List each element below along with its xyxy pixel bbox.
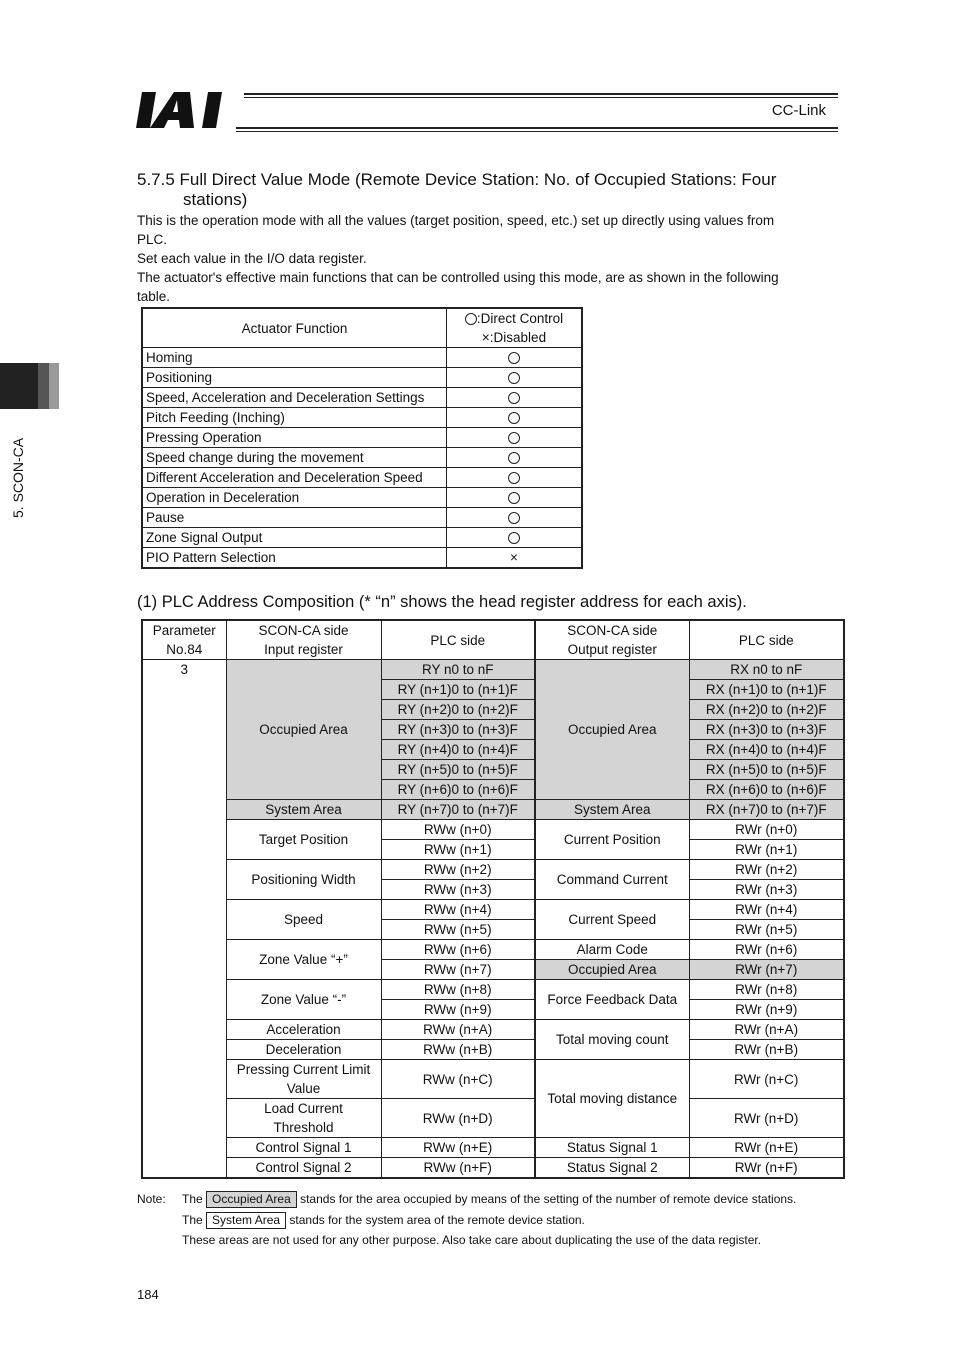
note-prefix: Note: — [137, 1192, 166, 1206]
rww-cell: RWw (n+5) — [381, 920, 535, 940]
table-row — [142, 1020, 844, 1040]
ry-cell: RY (n+2)0 to (n+2)F — [381, 700, 535, 720]
chapter-label: 5. SCON-CA — [10, 437, 26, 518]
header-rule — [244, 93, 838, 95]
occupied-area-legend: Occupied Area — [206, 1191, 297, 1208]
rww-cell: RWw (n+D) — [381, 1099, 535, 1138]
function-name: Pitch Feeding (Inching) — [142, 408, 447, 428]
function-status — [447, 508, 583, 528]
ry-cell: RY (n+7)0 to (n+7)F — [381, 800, 535, 820]
circle-icon — [508, 532, 520, 544]
function-name: Zone Signal Output — [142, 528, 447, 548]
rww-cell: RWw (n+6) — [381, 940, 535, 960]
function-name: PIO Pattern Selection — [142, 548, 447, 569]
force-feedback-cell: Force Feedback Data — [535, 980, 689, 1020]
table-row — [142, 1158, 844, 1179]
rww-cell: RWw (n+A) — [381, 1020, 535, 1040]
header-rule — [236, 127, 838, 129]
rwr-cell: RWr (n+1) — [689, 840, 844, 860]
rww-cell: RWw (n+7) — [381, 960, 535, 980]
function-status — [447, 428, 583, 448]
rwr-cell: RWr (n+A) — [689, 1020, 844, 1040]
ry-cell: RY (n+1)0 to (n+1)F — [381, 680, 535, 700]
function-status — [447, 488, 583, 508]
function-name: Pause — [142, 508, 447, 528]
table-row — [142, 468, 582, 488]
circle-icon — [508, 372, 520, 384]
table-row — [142, 800, 844, 820]
table-row — [142, 428, 582, 448]
speed-cell: Speed — [226, 900, 381, 940]
rwr-cell: RWr (n+6) — [689, 940, 844, 960]
chapter-tab-stripe — [38, 363, 49, 409]
table-row — [142, 348, 582, 368]
section-title: 5.7.5 Full Direct Value Mode (Remote Device Station: No. of Occupied Stations: Four stations) — [137, 170, 777, 209]
rww-cell: RWw (n+1) — [381, 840, 535, 860]
rwr-cell: RWr (n+B) — [689, 1040, 844, 1060]
function-name: Different Acceleration and Deceleration Speed — [142, 468, 447, 488]
command-current-cell: Command Current — [535, 860, 689, 900]
table-row — [142, 488, 582, 508]
current-position-cell: Current Position — [535, 820, 689, 860]
intro-paragraph: Set each value in the I/O data register. — [137, 251, 367, 266]
circle-icon — [465, 313, 477, 325]
function-status: × — [447, 548, 583, 569]
table-row — [142, 1060, 844, 1099]
note-line: The Occupied Area stands for the area occupied by means of the setting of the number of remote device stations. — [182, 1192, 797, 1207]
rx-cell: RX (n+2)0 to (n+2)F — [689, 700, 844, 720]
rwr-cell: RWr (n+4) — [689, 900, 844, 920]
header-rule — [236, 131, 838, 132]
header-plc-side: PLC side — [381, 620, 535, 660]
page-number: 184 — [137, 1287, 159, 1302]
header-section-label: CC-Link — [771, 102, 826, 119]
header-parameter: Parameter No.84 — [142, 620, 226, 660]
rwr-cell: RWr (n+9) — [689, 1000, 844, 1020]
table-row — [142, 820, 844, 840]
function-name: Speed, Acceleration and Deceleration Settings — [142, 388, 447, 408]
table-row — [142, 448, 582, 468]
system-area-legend: System Area — [206, 1212, 286, 1229]
rx-cell: RX (n+6)0 to (n+6)F — [689, 780, 844, 800]
table-row — [142, 860, 844, 880]
rwr-cell: RWr (n+C) — [689, 1060, 844, 1099]
rwr-cell: RWr (n+2) — [689, 860, 844, 880]
function-name: Speed change during the movement — [142, 448, 447, 468]
circle-icon — [508, 472, 520, 484]
rww-cell: RWw (n+E) — [381, 1138, 535, 1158]
status-signal-1-cell: Status Signal 1 — [535, 1138, 689, 1158]
ry-cell: RY (n+6)0 to (n+6)F — [381, 780, 535, 800]
zone-plus-cell: Zone Value “+” — [226, 940, 381, 980]
function-status — [447, 468, 583, 488]
acceleration-cell: Acceleration — [226, 1020, 381, 1040]
plc-heading: (1) PLC Address Composition (* “n” shows the head register address for each axis). — [137, 593, 747, 611]
header-plc-side: PLC side — [689, 620, 844, 660]
table-row — [142, 940, 844, 960]
rwr-cell: RWr (n+5) — [689, 920, 844, 940]
iai-logo — [136, 92, 240, 132]
rx-cell: RX (n+7)0 to (n+7)F — [689, 800, 844, 820]
target-position-cell: Target Position — [226, 820, 381, 860]
rx-cell: RX (n+4)0 to (n+4)F — [689, 740, 844, 760]
intro-paragraph: The actuator's effective main functions that can be controlled using this mode, are as shown in the following table. — [137, 270, 779, 304]
chapter-tab — [0, 363, 38, 409]
positioning-width-cell: Positioning Width — [226, 860, 381, 900]
circle-icon — [508, 412, 520, 424]
table-header-row — [142, 620, 844, 660]
rx-cell: RX (n+3)0 to (n+3)F — [689, 720, 844, 740]
rww-cell: RWw (n+C) — [381, 1060, 535, 1099]
rww-cell: RWw (n+F) — [381, 1158, 535, 1179]
current-speed-cell: Current Speed — [535, 900, 689, 940]
note-line: These areas are not used for any other purpose. Also take care about duplicating the use of the data register. — [182, 1233, 762, 1247]
plc-address-table — [141, 619, 845, 1179]
circle-icon — [508, 492, 520, 504]
rwr-cell: RWr (n+E) — [689, 1138, 844, 1158]
table-row — [142, 1138, 844, 1158]
rwr-cell: RWr (n+D) — [689, 1099, 844, 1138]
table-row — [142, 548, 582, 569]
ry-cell: RY (n+3)0 to (n+3)F — [381, 720, 535, 740]
circle-icon — [508, 352, 520, 364]
rww-cell: RWw (n+3) — [381, 880, 535, 900]
function-status — [447, 408, 583, 428]
occupied-area-cell: Occupied Area — [535, 960, 689, 980]
rww-cell: RWw (n+9) — [381, 1000, 535, 1020]
system-area-cell: System Area — [226, 800, 381, 820]
rx-cell: RX n0 to nF — [689, 660, 844, 680]
table-row — [142, 508, 582, 528]
ry-cell: RY (n+5)0 to (n+5)F — [381, 760, 535, 780]
rwr-cell: RWr (n+7) — [689, 960, 844, 980]
table-row — [142, 388, 582, 408]
pressing-current-cell: Pressing Current Limit Value — [226, 1060, 381, 1099]
table-row — [142, 528, 582, 548]
rww-cell: RWw (n+4) — [381, 900, 535, 920]
chapter-tab-stripe — [49, 363, 59, 409]
rx-cell: RX (n+1)0 to (n+1)F — [689, 680, 844, 700]
function-status — [447, 348, 583, 368]
function-status — [447, 368, 583, 388]
function-status — [447, 388, 583, 408]
system-area-cell: System Area — [535, 800, 689, 820]
function-status — [447, 528, 583, 548]
rww-cell: RWw (n+0) — [381, 820, 535, 840]
rwr-cell: RWr (n+3) — [689, 880, 844, 900]
header-rule — [244, 97, 838, 98]
control-signal-1-cell: Control Signal 1 — [226, 1138, 381, 1158]
table-row — [142, 660, 844, 680]
function-name: Pressing Operation — [142, 428, 447, 448]
rwr-cell: RWr (n+0) — [689, 820, 844, 840]
total-distance-cell: Total moving distance — [535, 1060, 689, 1138]
load-current-cell: Load Current Threshold — [226, 1099, 381, 1138]
function-name: Homing — [142, 348, 447, 368]
rx-cell: RX (n+5)0 to (n+5)F — [689, 760, 844, 780]
rww-cell: RWw (n+B) — [381, 1040, 535, 1060]
circle-icon — [508, 392, 520, 404]
rww-cell: RWw (n+8) — [381, 980, 535, 1000]
function-name: Positioning — [142, 368, 447, 388]
table-row — [142, 900, 844, 920]
ry-cell: RY (n+4)0 to (n+4)F — [381, 740, 535, 760]
header-actuator-function: Actuator Function — [142, 308, 447, 348]
total-count-cell: Total moving count — [535, 1020, 689, 1060]
header-legend: :Direct Control ×:Disabled — [447, 308, 583, 348]
intro-paragraph: This is the operation mode with all the values (target position, speed, etc.) set up directly using values from PLC. — [137, 213, 775, 247]
rww-cell: RWw (n+2) — [381, 860, 535, 880]
control-signal-2-cell: Control Signal 2 — [226, 1158, 381, 1179]
table-row — [142, 1040, 844, 1060]
table-row — [142, 1099, 844, 1138]
alarm-code-cell: Alarm Code — [535, 940, 689, 960]
param-value: 3 — [142, 660, 226, 1179]
actuator-function-table — [141, 307, 583, 569]
table-row — [142, 368, 582, 388]
header-input-register: SCON-CA side Input register — [226, 620, 381, 660]
occupied-area-cell: Occupied Area — [226, 660, 381, 800]
table-header-row — [142, 308, 582, 348]
note-line: The System Area stands for the system area of the remote device station. — [182, 1213, 585, 1228]
rwr-cell: RWr (n+8) — [689, 980, 844, 1000]
ry-cell: RY n0 to nF — [381, 660, 535, 680]
header-output-register: SCON-CA side Output register — [535, 620, 689, 660]
table-row — [142, 408, 582, 428]
circle-icon — [508, 432, 520, 444]
function-name: Operation in Deceleration — [142, 488, 447, 508]
status-signal-2-cell: Status Signal 2 — [535, 1158, 689, 1179]
circle-icon — [508, 512, 520, 524]
circle-icon — [508, 452, 520, 464]
zone-minus-cell: Zone Value “-” — [226, 980, 381, 1020]
deceleration-cell: Deceleration — [226, 1040, 381, 1060]
occupied-area-cell: Occupied Area — [535, 660, 689, 800]
function-status — [447, 448, 583, 468]
table-row — [142, 980, 844, 1000]
rwr-cell: RWr (n+F) — [689, 1158, 844, 1179]
